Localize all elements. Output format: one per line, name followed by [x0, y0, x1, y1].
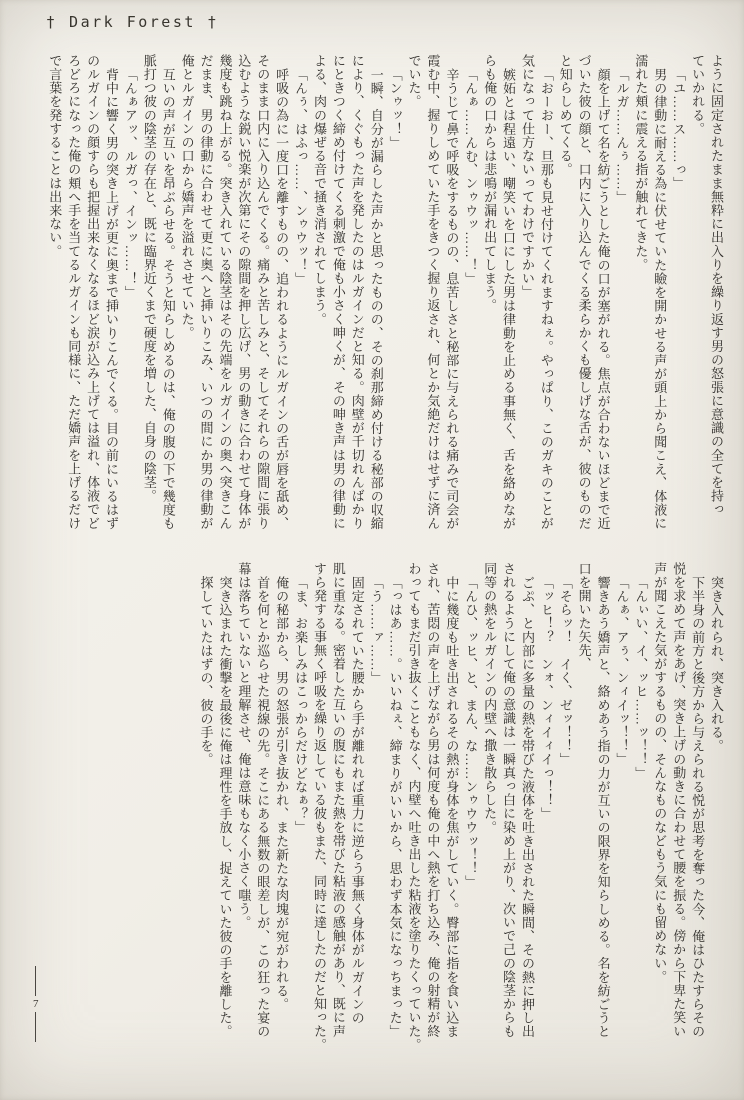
text-column: 「んひ、ッヒ、と、まん、な……ンゥウウッ！！」 — [463, 575, 479, 889]
text-column: 「っはあ……。いいねぇ、締まりがいいから、思わず本気になっちまった」 — [387, 575, 403, 1038]
text-column: 込むような鋭い悦楽が次第にその隙間を押し広げ、男の動きに合わせて身体が — [236, 54, 252, 530]
text-column: 声が聞こえた気がするものの、そんなものなどもう気にも留めない。 — [652, 562, 668, 984]
text-column: づいた彼の顔と、口内に入り込んでくる柔らかくも優しげな舌が、彼のものだ — [576, 54, 592, 530]
text-column: 幕は落ちていないと理解させ、俺は意味もなく小さく嗤う。 — [236, 562, 252, 930]
text-column: のルガインの顔すらも把握出来なくなるほど涙が込み上げては溢れ、体液でど — [85, 54, 101, 530]
text-column: 「ま、お楽しみはこっからだけどなぁ？」 — [293, 575, 309, 834]
text-column: 中に幾度も吐き出されるその熱が身体を焦がしていく。臀部に指を食い込ま — [444, 575, 460, 1038]
text-column: 突き込まれた衝撃を最後に俺は理性を手放し、捉えていた彼の手を離した。 — [217, 575, 233, 1038]
page-number — [33, 966, 39, 1042]
text-column: そのまま口内に入り込んでくる。痛みと苦しみと、そしてそれらの隙間に張り — [255, 54, 271, 530]
text-column: ていかれる。 — [690, 54, 706, 136]
text-column: 「う……ァ……」 — [368, 575, 384, 685]
text-column: ように固定されたまま無粋に出入りを繰り返す男の怒張に意識の全てを持っ — [709, 54, 724, 517]
text-column: わってもまだ引き抜くこともなく、内壁へ吐き出した粘液を塗りたくっていた。 — [406, 562, 422, 1052]
text-column: 「そらッ！ イく、ゼッ！！」 — [557, 575, 573, 766]
text-column: 「ルガ……んぅ……」 — [614, 67, 630, 204]
chapter-title: † Dark Forest † — [46, 13, 219, 31]
text-column: 肌に重なる。密着した互いの腹にもまた熱を帯びた粘液の感触があり、既に声 — [330, 562, 346, 1038]
text-column: 「んぁアッ、ルガっ、インッ……！」 — [122, 67, 138, 299]
text-column: すら発する事無く呼吸を繰り返している彼もまた、同時に達したのだと知った。 — [311, 562, 327, 1052]
text-column: よる、肉の爆ぜる音で掻き消されてしまう。 — [311, 54, 327, 326]
text-column: されるようにして俺の意識は一瞬真っ白に染め上がり、次いで己の陰茎からも — [501, 562, 517, 1038]
text-column: 「んぁ……んむ、ンゥウッ……！」 — [463, 67, 479, 286]
text-column: 悦を求めて声をあげ、突き上げの動きに合わせて腰を振る。傍から下卑た笑い — [671, 562, 687, 1038]
text-column: 男の律動に耐える為に伏せていた瞼を開かせる声が頭上から聞こえ、体液に — [652, 67, 668, 530]
text-column: 濡れた頬に震える指が触れてきた。 — [633, 54, 649, 272]
text-column: 「ユ……ス……っ」 — [671, 67, 687, 190]
text-column: 顔を上げて名を紡ごうとした俺の口が塞がれる。焦点が合わないほどまで近 — [595, 67, 611, 530]
text-column: と知らしめてくる。 — [557, 54, 573, 177]
text-column: ごぷ、と内部に多量の熱を帯びた液体を吐き出された瞬間、その熱に押し出 — [519, 575, 535, 1038]
text-column: 「ッヒ！？ ンォ、ンィイィイっ！！」 — [538, 575, 554, 821]
text-column: 首を何とか巡らせた視線の先。そこにある無数の眼差しが、この狂った宴の — [255, 575, 271, 1038]
text-column: 互いの声が互いを昂ぶらせる。そうと知らしめるのは、俺の腹の下で幾度も — [160, 67, 176, 530]
page-number-value: 7 — [33, 998, 39, 1010]
text-column: にときつく締め付けてくる刺激で俺も小さく呻くが、その呻き声は男の律動に — [330, 54, 346, 530]
text-column: 脈打つ彼の陰茎の存在と、既に臨界近くまで硬度を増した、自身の陰茎。 — [141, 54, 157, 503]
text-column: 俺の秘部から、男の怒張が引き抜かれ、また新たな肉塊が宛がわれる。 — [274, 575, 290, 1011]
text-column: 「んぅ、はふっ……、ンゥウッ！」 — [293, 67, 309, 286]
page-number-rule-bottom — [35, 1012, 36, 1042]
text-column: により、くぐもった声を発したのはルガインだと知る。肉壁が千切れんばかり — [349, 54, 365, 530]
text-column: 気になって仕方ないってわけですかい」 — [519, 54, 535, 299]
text-column: され、苦悶の声を上げながら男は何度も俺の中へ熱を打ち込み、俺の射精が終 — [425, 562, 441, 1038]
text-column: 突き入れられ、突き入れる。 — [709, 575, 724, 753]
text-column: 幾度も跳ね上がる。突き入れている陰茎はその先端をルガインの奥へ突きこん — [217, 54, 233, 530]
text-column: 嫉妬とは程遠い、嘲笑いを口にした男は律動を止める事無く、舌を絡めなが — [501, 67, 517, 530]
text-column: 霞む中、握りしめていた手をきつく握り返され、何とか気絶だけはせずに済ん — [425, 54, 441, 530]
text-column: だまま、男の律動に合わせて更に奥へと挿いりこみ、いつの間にか男の律動が — [198, 54, 214, 530]
text-column: 背中に響く男の突き上げが更に奥まで挿いりこんでくる。目の前にいるはず — [104, 67, 119, 530]
text-column: 下半身の前方と後方から与えられる悦が思考を奪った今、俺はひたすらその — [690, 575, 706, 1038]
text-column: 一瞬、自分が漏らした声かと思ったものの、その刹那締め付ける秘部の収縮 — [368, 67, 384, 530]
vertical-text-block-top — [44, 54, 725, 552]
text-column: 同等の熱をルガインの内壁へ撒き散らした。 — [482, 562, 498, 834]
text-column: 「んぁ、アぅ、ンィイッ！！」 — [614, 575, 630, 766]
text-column: でいた。 — [406, 54, 422, 109]
page-number-rule-top — [35, 966, 36, 996]
vertical-text-block-bottom — [193, 562, 725, 1060]
text-column: ろどろになった俺の頬へ手を当てるルガインも同様に、ただ嬌声を上げるだけ — [66, 54, 82, 530]
text-column: 「おーおー、旦那も見せ付けてくれますねぇ。やっぱり、このガキのことが — [538, 67, 554, 530]
text-column: 呼吸の為に一度口を離すものの、追われるようにルガインの舌が唇を舐め、 — [274, 67, 290, 530]
text-column: 口を開いた矢先、 — [576, 562, 592, 671]
text-column: 固定されていた腰から手が離れれば重力に逆らう事無く身体がルガインの — [349, 575, 365, 1025]
text-column: 「ンゥッ！」 — [387, 67, 403, 150]
text-column: らも俺の口からは悲鳴が漏れ出てしまう。 — [482, 54, 498, 313]
text-column: 探していたはずの、彼の手を。 — [198, 575, 214, 766]
text-column: 「んぃい、イ、ッヒ……ッ！！」 — [633, 575, 649, 780]
text-column: 響きあう嬌声と、絡めあう指の力が互いの限界を知らしめる。名を紡ごうと — [595, 575, 611, 1038]
text-column: で言葉を発することは出来ない。 — [47, 54, 63, 258]
text-column: 辛うじて鼻で呼吸をするものの、息苦しさと秘部に与えられる痛みで司会が — [444, 67, 460, 530]
text-column: 俺とルガインの口から嬌声を溢れさせていた。 — [179, 54, 195, 340]
